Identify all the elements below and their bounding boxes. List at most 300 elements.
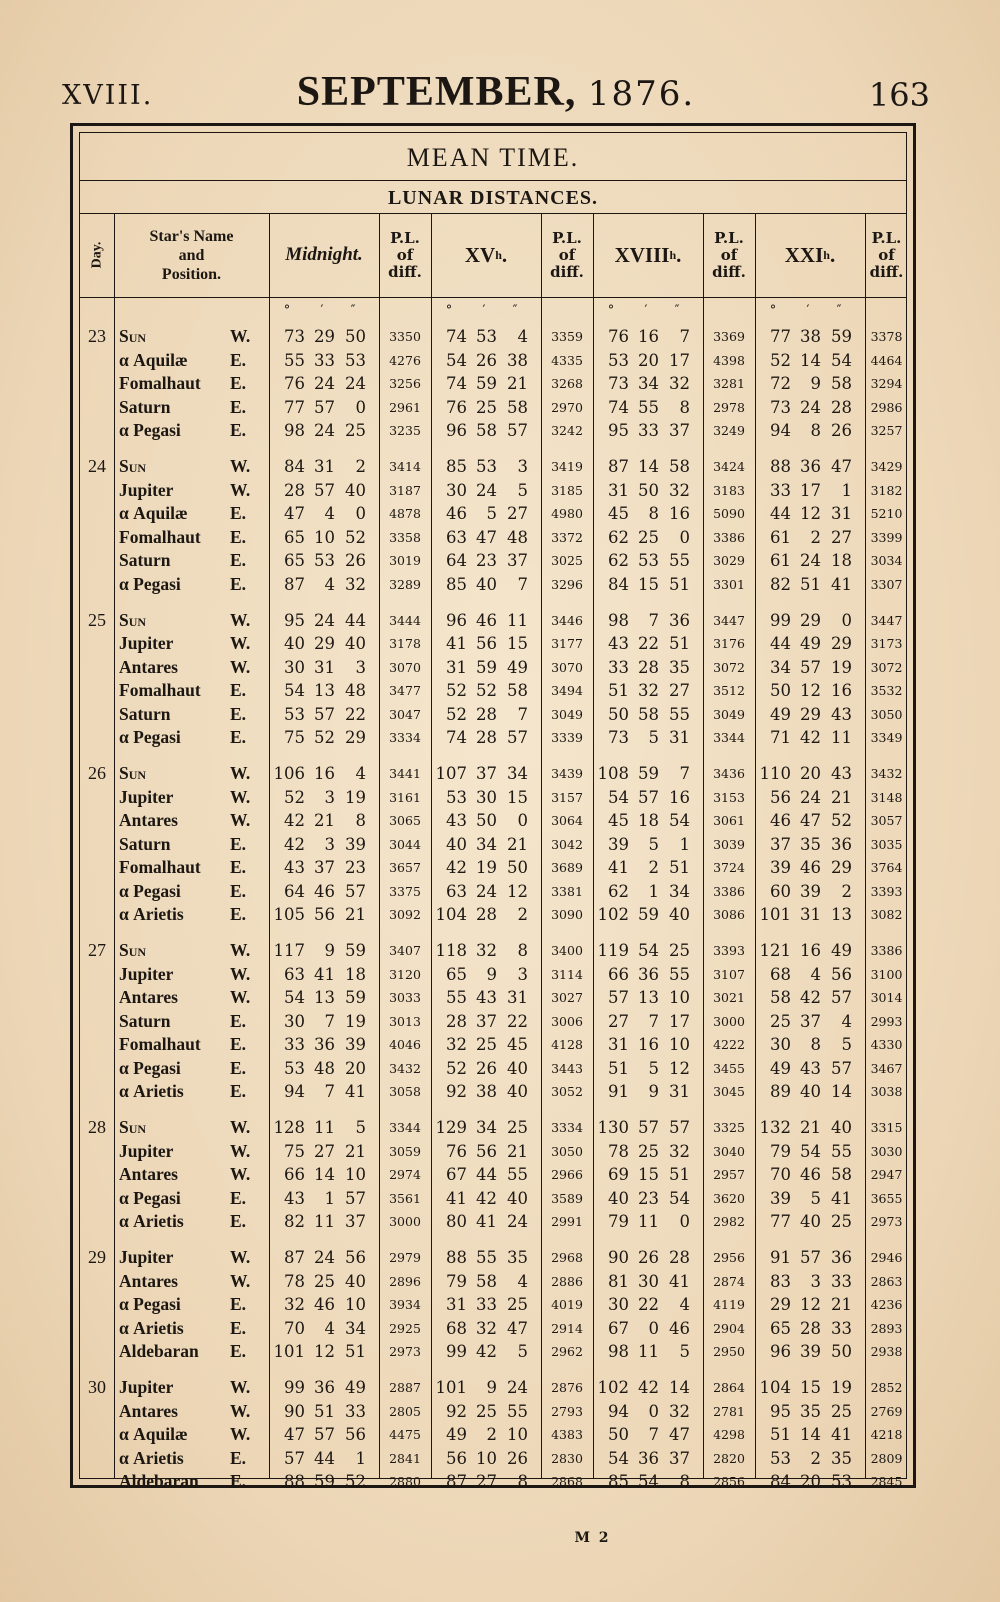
distance-minutes: 34 — [476, 1118, 497, 1137]
distance-seconds: 5 — [517, 1342, 528, 1361]
distance-degrees: 101 — [435, 1378, 467, 1397]
distance-seconds: 11 — [831, 728, 852, 747]
distance-minutes: 33 — [476, 1295, 497, 1314]
distance-minutes: 54 — [638, 941, 659, 960]
distance-minutes: 38 — [476, 1082, 497, 1101]
pl-diff: 2887 — [389, 1380, 421, 1395]
distance-minutes: 7 — [324, 1011, 335, 1031]
pl-diff: 3532 — [870, 683, 903, 698]
pl-diff: 3657 — [389, 860, 421, 875]
distance-minutes: 12 — [314, 1342, 335, 1361]
star-position: E. — [230, 1057, 247, 1078]
distance-degrees: 51 — [770, 1425, 791, 1444]
pl-diff: 4383 — [551, 1427, 583, 1442]
header-pl: P.L. of diff. — [869, 228, 904, 281]
distance-minutes: 24 — [800, 397, 821, 417]
distance-degrees: 42 — [284, 811, 305, 830]
distance-seconds: 55 — [669, 551, 690, 570]
distance-minutes: 8 — [648, 504, 659, 523]
distance-seconds: 40 — [507, 1082, 528, 1101]
distance-degrees: 81 — [608, 1271, 629, 1291]
distance-seconds: 32 — [669, 374, 690, 393]
distance-degrees: 68 — [446, 1318, 467, 1338]
pl-diff: 2950 — [713, 1344, 745, 1359]
pl-diff: 3052 — [551, 1084, 583, 1099]
distance-minutes: 7 — [324, 1082, 335, 1101]
distance-seconds: 48 — [507, 527, 528, 547]
pl-diff: 2914 — [551, 1320, 583, 1336]
pl-diff: 4236 — [870, 1297, 903, 1312]
pl-diff: 2925 — [389, 1320, 421, 1336]
table-row — [80, 726, 906, 750]
distance-minutes: 22 — [638, 1295, 659, 1314]
distance-degrees: 44 — [770, 634, 791, 653]
star-name: Fomalhaut — [119, 526, 201, 547]
distance-minutes: 4 — [810, 964, 821, 984]
distance-degrees: 62 — [608, 881, 629, 901]
distance-minutes: 15 — [638, 1165, 659, 1184]
running-header — [62, 68, 930, 118]
distance-seconds: 25 — [507, 1118, 528, 1137]
table-row — [80, 1400, 906, 1424]
distance-seconds: 49 — [831, 941, 852, 960]
distance-minutes: 36 — [800, 457, 821, 476]
distance-seconds: 13 — [831, 905, 852, 924]
distance-seconds: 40 — [345, 634, 366, 653]
distance-minutes: 13 — [314, 988, 335, 1007]
distance-degrees: 46 — [770, 811, 791, 830]
distance-degrees: 49 — [770, 704, 791, 724]
pl-diff: 2886 — [551, 1273, 583, 1289]
distance-minutes: 12 — [800, 1295, 821, 1314]
star-position: E. — [230, 833, 247, 854]
pl-diff: 3033 — [389, 990, 421, 1005]
star-position: E. — [230, 1010, 247, 1031]
distance-minutes: 32 — [638, 681, 659, 700]
distance-degrees: 53 — [284, 704, 305, 724]
pl-diff: 2852 — [870, 1380, 903, 1395]
star-name: Sun — [119, 763, 147, 783]
distance-minutes: 11 — [314, 1212, 335, 1231]
distance-degrees: 91 — [608, 1082, 629, 1101]
distance-degrees: 53 — [608, 350, 629, 370]
distance-minutes: 5 — [486, 504, 497, 523]
distance-seconds: 48 — [345, 681, 366, 700]
distance-degrees: 87 — [446, 1472, 467, 1491]
star-name: Sun — [119, 940, 147, 960]
pl-diff: 3061 — [713, 813, 745, 828]
distance-seconds: 25 — [831, 1401, 852, 1421]
table-row — [80, 609, 906, 633]
pl-diff: 3441 — [389, 766, 421, 781]
header-xv: XV h . — [464, 242, 508, 267]
distance-minutes: 2 — [810, 527, 821, 547]
distance-seconds: 40 — [507, 1188, 528, 1208]
distance-seconds: 10 — [345, 1165, 366, 1184]
distance-degrees: 55 — [284, 350, 305, 370]
distance-minutes: 24 — [800, 787, 821, 807]
distance-seconds: 31 — [831, 504, 852, 523]
distance-degrees: 40 — [446, 834, 467, 854]
pl-diff: 2978 — [713, 399, 745, 415]
distance-degrees: 77 — [770, 1212, 791, 1231]
distance-seconds: 8 — [517, 941, 528, 960]
distance-degrees: 73 — [608, 374, 629, 393]
distance-minutes: 14 — [800, 1425, 821, 1444]
star-name: Sun — [119, 326, 147, 346]
distance-seconds: 47 — [669, 1425, 690, 1444]
star-name: Jupiter — [119, 963, 174, 984]
distance-minutes: 1 — [324, 1188, 335, 1208]
distance-minutes: 42 — [800, 728, 821, 747]
distance-minutes: 12 — [800, 504, 821, 523]
distance-minutes: 29 — [314, 634, 335, 653]
day-number: 30 — [88, 1377, 106, 1397]
star-position: W. — [230, 763, 251, 783]
day-group — [80, 1116, 906, 1234]
star-position: W. — [230, 1164, 251, 1184]
distance-seconds: 24 — [507, 1378, 528, 1397]
distance-seconds: 32 — [669, 1401, 690, 1421]
distance-seconds: 7 — [517, 704, 528, 724]
pl-diff: 3040 — [713, 1143, 745, 1159]
distance-seconds: 44 — [345, 610, 366, 630]
star-name: Saturn — [119, 833, 171, 854]
distance-minutes: 16 — [638, 327, 659, 346]
distance-seconds: 4 — [355, 764, 366, 783]
pl-diff: 2991 — [551, 1214, 583, 1229]
table-row — [80, 1317, 906, 1341]
distance-minutes: 13 — [638, 988, 659, 1007]
distance-seconds: 41 — [831, 1188, 852, 1208]
distance-minutes: 2 — [648, 858, 659, 877]
table-row — [80, 833, 906, 857]
distance-seconds: 22 — [345, 704, 366, 724]
distance-seconds: 57 — [669, 1118, 690, 1137]
distance-minutes: 2 — [810, 1448, 821, 1468]
star-position: E. — [230, 1081, 247, 1101]
distance-degrees: 77 — [284, 397, 305, 417]
distance-degrees: 31 — [608, 1035, 629, 1054]
distance-minutes: 24 — [314, 421, 335, 440]
distance-degrees: 43 — [608, 634, 629, 653]
pl-diff: 3494 — [551, 683, 583, 698]
distance-seconds: 58 — [669, 457, 690, 476]
distance-seconds: 11 — [507, 610, 528, 630]
pl-diff: 3281 — [713, 376, 745, 391]
distance-degrees: 107 — [435, 764, 467, 783]
distance-seconds: 34 — [669, 881, 690, 901]
pl-diff: 3432 — [870, 766, 903, 781]
distance-degrees: 70 — [770, 1165, 791, 1184]
pl-diff: 3000 — [389, 1214, 421, 1229]
distance-seconds: 38 — [507, 350, 528, 370]
pl-diff: 4298 — [713, 1427, 745, 1442]
distance-minutes: 24 — [476, 881, 497, 901]
distance-degrees: 28 — [446, 1011, 467, 1031]
table-row — [80, 786, 906, 810]
distance-seconds: 59 — [345, 941, 366, 960]
distance-degrees: 41 — [446, 634, 467, 653]
star-name: Saturn — [119, 703, 171, 724]
distance-degrees: 57 — [608, 988, 629, 1007]
pl-diff: 2893 — [870, 1320, 903, 1336]
distance-minutes: 25 — [476, 1035, 497, 1054]
distance-degrees: 25 — [770, 1011, 791, 1031]
distance-seconds: 34 — [345, 1318, 366, 1338]
table-row — [80, 549, 906, 573]
unit-symbol: ′ — [644, 303, 648, 318]
star-position: E. — [230, 349, 247, 370]
distance-minutes: 30 — [638, 1271, 659, 1291]
distance-minutes: 9 — [810, 374, 821, 393]
distance-minutes: 20 — [800, 1472, 821, 1491]
star-position: W. — [230, 479, 251, 500]
pl-diff: 3446 — [551, 612, 583, 628]
pl-diff: 2982 — [713, 1214, 745, 1229]
day-group — [80, 1376, 906, 1494]
distance-minutes: 16 — [314, 764, 335, 783]
pl-diff: 2841 — [389, 1450, 421, 1466]
distance-seconds: 29 — [831, 858, 852, 877]
distance-minutes: 39 — [800, 1342, 821, 1361]
pl-diff: 3339 — [551, 730, 583, 745]
star-name: α Aquilæ — [119, 349, 188, 370]
distance-degrees: 87 — [284, 1248, 305, 1267]
distance-minutes: 41 — [476, 1212, 497, 1231]
distance-seconds: 54 — [669, 1188, 690, 1208]
distance-degrees: 56 — [770, 787, 791, 807]
distance-minutes: 46 — [314, 881, 335, 901]
pl-diff: 3082 — [870, 907, 903, 922]
star-name: Fomalhaut — [119, 680, 201, 700]
distance-minutes: 44 — [314, 1448, 335, 1468]
distance-seconds: 14 — [831, 1082, 852, 1101]
pl-diff: 2805 — [389, 1403, 421, 1419]
distance-minutes: 36 — [638, 1448, 659, 1468]
distance-seconds: 5 — [355, 1118, 366, 1137]
distance-seconds: 3 — [355, 657, 366, 677]
distance-degrees: 117 — [273, 941, 305, 960]
distance-minutes: 9 — [648, 1082, 659, 1101]
distance-degrees: 91 — [770, 1248, 791, 1267]
pl-diff: 3047 — [389, 706, 421, 722]
distance-seconds: 23 — [345, 858, 366, 877]
pl-diff: 2845 — [870, 1474, 903, 1489]
pl-diff: 3235 — [389, 423, 421, 438]
distance-degrees: 132 — [759, 1118, 791, 1137]
star-name: Aldebaran — [119, 1341, 199, 1361]
header-pl: P.L. of diff. — [550, 228, 584, 281]
distance-seconds: 1 — [355, 1448, 366, 1468]
distance-seconds: 16 — [831, 681, 852, 700]
distance-seconds: 47 — [507, 1318, 528, 1338]
signature-mark: M 2 — [574, 1530, 611, 1546]
distance-minutes: 53 — [638, 551, 659, 570]
distance-degrees: 98 — [608, 610, 629, 630]
distance-seconds: 54 — [831, 350, 852, 370]
star-name: α Pegasi — [119, 420, 181, 440]
distance-degrees: 92 — [446, 1082, 467, 1101]
table-row — [80, 1447, 906, 1471]
distance-degrees: 85 — [446, 574, 467, 594]
pl-diff: 3187 — [389, 482, 421, 498]
distance-minutes: 10 — [476, 1448, 497, 1468]
table-row — [80, 1423, 906, 1447]
distance-seconds: 51 — [669, 1165, 690, 1184]
pl-diff: 3655 — [870, 1190, 903, 1206]
distance-minutes: 56 — [476, 1141, 497, 1161]
distance-seconds: 31 — [507, 988, 528, 1007]
distance-seconds: 56 — [345, 1425, 366, 1444]
distance-seconds: 0 — [679, 527, 690, 547]
distance-degrees: 98 — [608, 1342, 629, 1361]
distance-degrees: 64 — [284, 881, 305, 901]
distance-degrees: 28 — [284, 480, 305, 500]
pl-diff: 3177 — [551, 636, 583, 651]
distance-degrees: 119 — [597, 941, 629, 960]
distance-minutes: 5 — [648, 834, 659, 854]
distance-minutes: 28 — [638, 657, 659, 677]
distance-minutes: 53 — [476, 457, 497, 476]
distance-minutes: 4 — [324, 574, 335, 594]
pl-diff: 3381 — [551, 883, 583, 899]
distance-degrees: 51 — [608, 1058, 629, 1078]
distance-seconds: 8 — [355, 811, 366, 830]
pl-diff: 3242 — [551, 423, 583, 438]
table-subtitle: LUNAR DISTANCES. — [387, 187, 599, 209]
distance-degrees: 61 — [770, 551, 791, 570]
star-position: E. — [230, 1294, 247, 1314]
distance-seconds: 21 — [345, 905, 366, 924]
pl-diff: 3589 — [551, 1190, 583, 1206]
star-position: E. — [230, 680, 247, 700]
pl-diff: 3419 — [551, 459, 583, 474]
distance-seconds: 20 — [345, 1058, 366, 1078]
pl-diff: 3058 — [389, 1084, 421, 1099]
distance-seconds: 26 — [507, 1448, 528, 1468]
pl-diff: 3444 — [389, 612, 421, 628]
distance-seconds: 2 — [355, 457, 366, 476]
distance-seconds: 52 — [345, 527, 366, 547]
table-row — [80, 809, 906, 833]
pl-diff: 2874 — [713, 1273, 745, 1289]
pl-diff: 3724 — [713, 860, 745, 875]
distance-seconds: 2 — [841, 881, 852, 901]
pl-diff: 3025 — [551, 553, 583, 568]
pl-diff: 3436 — [713, 766, 745, 781]
pl-diff: 3019 — [389, 553, 421, 568]
distance-minutes: 22 — [638, 634, 659, 653]
star-position: E. — [230, 1317, 247, 1338]
pl-diff: 3185 — [551, 482, 583, 498]
pl-diff: 3086 — [713, 907, 745, 922]
pl-diff: 2863 — [870, 1273, 903, 1289]
distance-seconds: 25 — [669, 941, 690, 960]
distance-minutes: 58 — [476, 1271, 497, 1291]
distance-minutes: 9 — [486, 1378, 497, 1397]
distance-minutes: 16 — [800, 941, 821, 960]
distance-seconds: 33 — [345, 1401, 366, 1421]
distance-minutes: 56 — [314, 905, 335, 924]
distance-seconds: 33 — [831, 1318, 852, 1338]
pl-diff: 3090 — [551, 907, 583, 922]
pl-diff: 3021 — [713, 990, 745, 1005]
distance-minutes: 25 — [314, 1271, 335, 1291]
distance-degrees: 80 — [446, 1212, 467, 1231]
table-row — [80, 325, 906, 349]
star-position: W. — [230, 1377, 251, 1397]
pl-diff: 3620 — [713, 1190, 745, 1206]
header-pl: P.L. of diff. — [388, 228, 422, 281]
pl-diff: 3369 — [713, 329, 745, 344]
distance-seconds: 51 — [669, 858, 690, 877]
distance-seconds: 51 — [345, 1342, 366, 1361]
unit-symbol: ″ — [674, 303, 680, 318]
distance-degrees: 52 — [284, 787, 305, 807]
star-position: E. — [230, 1447, 247, 1468]
star-name: Antares — [119, 1400, 178, 1421]
distance-seconds: 58 — [831, 1165, 852, 1184]
star-name: α Pegasi — [119, 1294, 181, 1314]
distance-minutes: 24 — [314, 374, 335, 393]
pl-diff: 3050 — [551, 1143, 583, 1159]
distance-degrees: 67 — [446, 1165, 467, 1184]
pl-diff: 2820 — [713, 1450, 745, 1466]
pl-diff: 3289 — [389, 576, 421, 592]
distance-minutes: 50 — [638, 480, 659, 500]
pl-diff: 3045 — [713, 1084, 745, 1099]
distance-seconds: 27 — [831, 527, 852, 547]
pl-diff: 3764 — [870, 860, 903, 875]
distance-degrees: 32 — [446, 1035, 467, 1054]
distance-degrees: 63 — [446, 527, 467, 547]
distance-minutes: 0 — [648, 1318, 659, 1338]
distance-degrees: 85 — [446, 457, 467, 476]
distance-seconds: 49 — [507, 657, 528, 677]
pl-diff: 3350 — [389, 329, 421, 344]
pl-diff: 4335 — [551, 352, 583, 368]
distance-seconds: 47 — [831, 457, 852, 476]
distance-seconds: 5 — [841, 1035, 852, 1054]
pl-diff: 2864 — [713, 1380, 745, 1395]
distance-degrees: 95 — [770, 1401, 791, 1421]
distance-seconds: 52 — [345, 1472, 366, 1491]
pl-diff: 3100 — [870, 966, 903, 982]
distance-seconds: 56 — [345, 1248, 366, 1267]
distance-seconds: 50 — [345, 327, 366, 346]
pl-diff: 3414 — [389, 459, 421, 474]
star-name: α Arietis — [119, 1081, 184, 1101]
distance-degrees: 43 — [284, 1188, 305, 1208]
pl-diff: 2986 — [870, 399, 903, 415]
distance-degrees: 50 — [608, 704, 629, 724]
pl-diff: 3372 — [551, 529, 583, 545]
day-group — [80, 455, 906, 596]
rule — [80, 180, 906, 181]
pl-diff: 3072 — [870, 659, 903, 675]
pl-diff: 4464 — [870, 352, 903, 368]
star-name: α Pegasi — [119, 880, 181, 901]
pl-diff: 3013 — [389, 1013, 421, 1029]
table-row — [80, 1163, 906, 1187]
star-position: E. — [230, 550, 247, 570]
distance-seconds: 10 — [345, 1295, 366, 1314]
pl-diff: 2973 — [870, 1214, 903, 1229]
distance-degrees: 52 — [446, 704, 467, 724]
distance-seconds: 58 — [831, 374, 852, 393]
table-row — [80, 1080, 906, 1104]
